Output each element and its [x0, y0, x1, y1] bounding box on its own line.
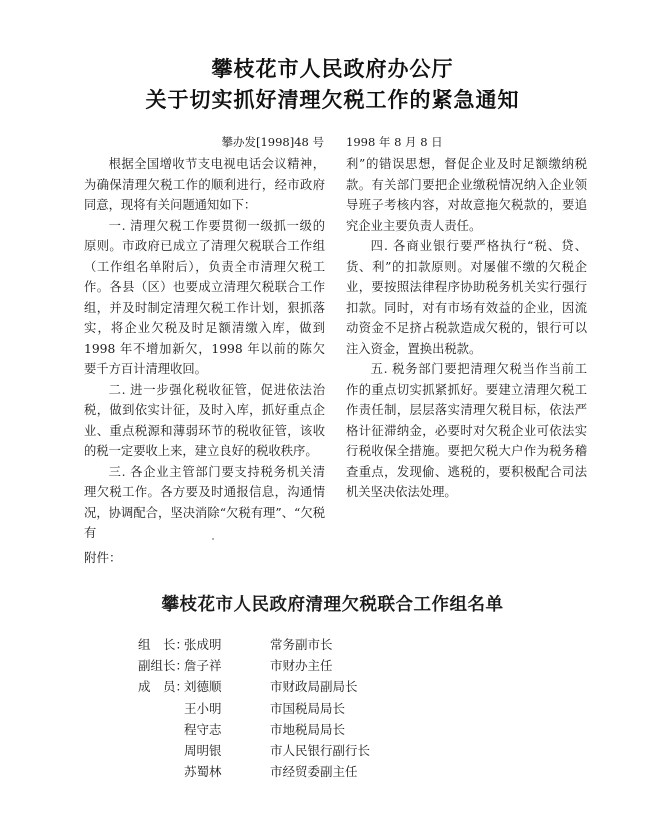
member-name: 张成明: [184, 637, 222, 652]
member-name: 苏蜀林: [184, 764, 222, 780]
document-title-line1: 攀枝花市人民政府办公厅: [211, 56, 454, 81]
document-number: 攀办发[1998]48 号: [221, 135, 324, 149]
member-position: 市财政局副局长: [270, 679, 358, 695]
paragraph-item-3-continued: 利”的错误思想，督促企业及时足额缴纳税款。有关部门要把企业缴税情况纳入企业领导班子考核内容，对故意拖欠税款的，要追究企业主要负责人责任。: [346, 157, 587, 233]
member-position: 市国税局局长: [270, 700, 346, 716]
member-role: 副组长：: [138, 658, 189, 674]
body-left-column: [84, 154, 325, 544]
attachment-label: 附件：: [84, 550, 122, 565]
member-position: 市地税局局长: [270, 721, 346, 737]
paragraph-item-2: 二. 进一步强化税收征管，促进依法治税，做到依实计征，及时入库，抓好重点企业、重点税源和薄弱环节的税收征管，该收的税一定要收上来，建立良好的税收秩序。: [84, 382, 325, 458]
paragraph-item-4: 四. 各商业银行要严格执行“税、贷、货、利”的扣款原则。对屡催不缴的欠税企业，要按照法律程序协助税务机关实行强行扣款。同时，对有市场有效益的企业，因流动资金不足挤占税款造成欠税的，银行可以注入资金，置换出税款。: [346, 239, 587, 356]
document-date: 1998 年 8 月 8 日: [346, 135, 443, 149]
member-role: 组 长：: [138, 637, 189, 652]
member-position: 市财办主任: [270, 658, 333, 674]
body-right-column: [346, 154, 587, 503]
paragraph-intro: 根据全国增收节支电视电话会议精神，为确保清理欠税工作的顺利进行，经市政府同意，现将有关问题通知如下：: [84, 157, 325, 212]
attachment-list-title: 攀枝花市人民政府清理欠税联合工作组名单: [161, 595, 504, 615]
paragraph-item-3: 三. 各企业主管部门要支持税务机关清理欠税工作。各方要及时通报信息，沟通情况，协调配合，坚决消除“欠税有理”、“欠税有: [84, 464, 325, 540]
member-name: 周明银: [184, 742, 222, 758]
member-position: 常务副市长: [270, 637, 333, 652]
paragraph-item-5: 五. 税务部门要把清理欠税当作当前工作的重点切实抓紧抓好。要建立清理欠税工作责任制，层层落实清理欠税目标，依法严格计征滞纳金，必要时对欠税企业可依法实行税收保全措施。要把欠税大户作为税务稽查重点，发现偷、逃税的，要积极配合司法机关坚决依法处理。: [346, 362, 587, 499]
scan-speck: [212, 538, 214, 540]
member-name: 詹子祥: [184, 658, 222, 674]
member-position: 市经贸委副主任: [270, 764, 358, 780]
member-position: 市人民银行副行长: [270, 742, 371, 758]
member-name: 刘德顺: [184, 679, 222, 695]
member-name: 王小明: [184, 700, 222, 716]
member-role: 成 员：: [138, 679, 189, 695]
member-name: 程守志: [184, 721, 222, 737]
document-title-line2: 关于切实抓好清理欠税工作的紧急通知: [145, 87, 520, 112]
paragraph-item-1: 一. 清理欠税工作要贯彻一级抓一级的原则。市政府已成立了清理欠税联合工作组（工作组名单附后），负责全市清理欠税工作。各县（区）也要成立清理欠税联合工作组，并及时制定清理欠税工作计划，狠抓落实，将企业欠税及时足额清缴入库，做到 1998 年不增加新欠，1998 年以前的陈欠要千方百计清理收回。: [84, 218, 325, 376]
